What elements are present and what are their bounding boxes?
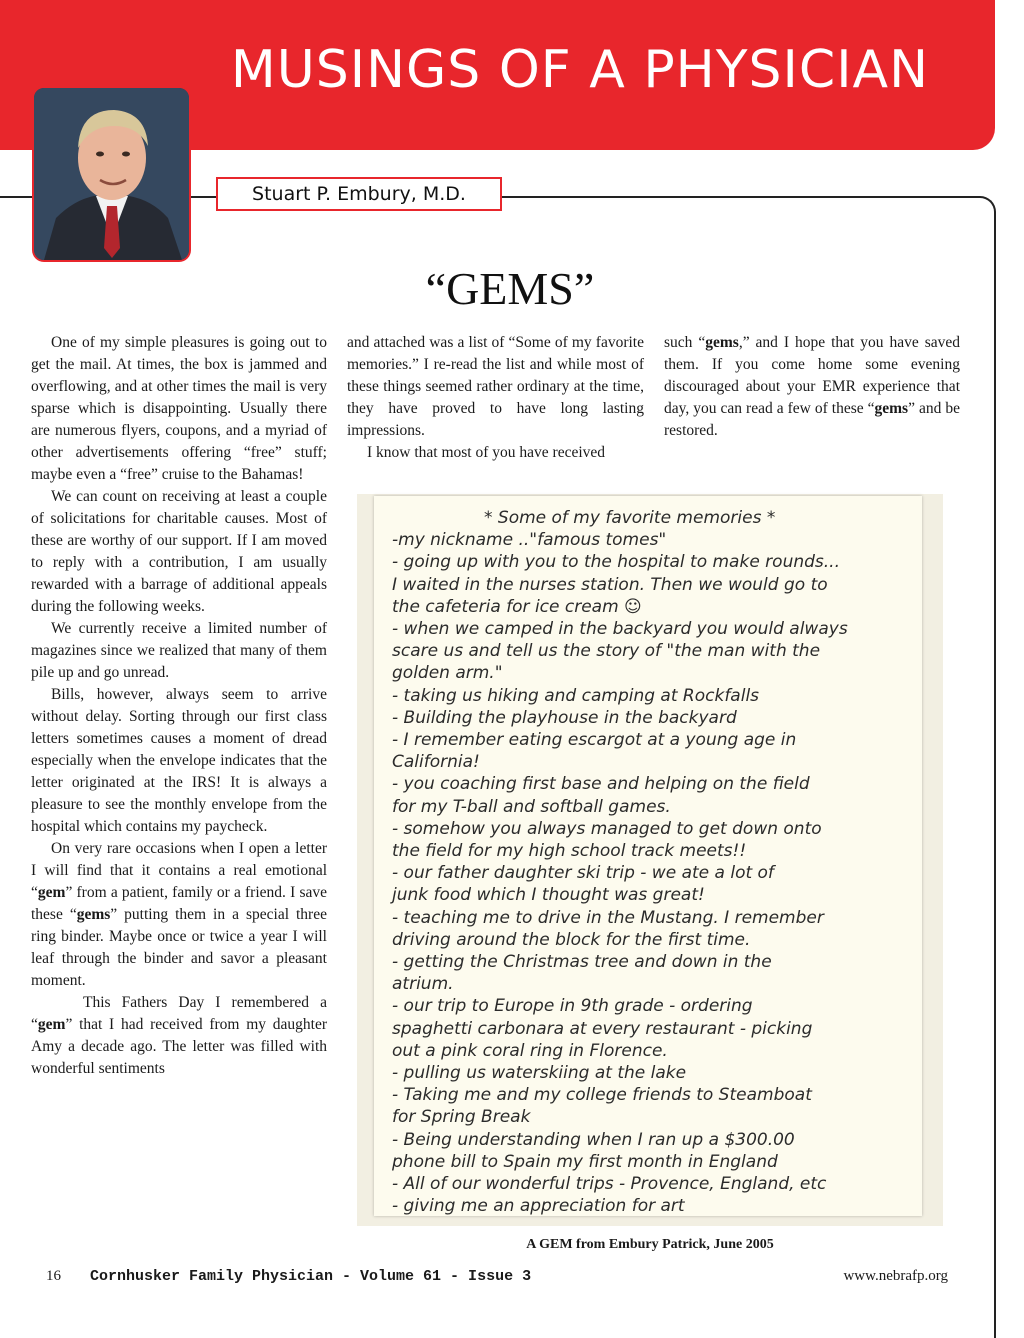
letter-line: - our father daughter ski trip - we ate a lot of xyxy=(392,863,774,884)
letter-line: -my nickname .."famous tomes" xyxy=(392,530,667,551)
letter-line: the field for my high school track meets!! xyxy=(392,841,747,861)
letter-line: for my T-ball and softball games. xyxy=(392,796,671,817)
article-column-2 xyxy=(347,332,644,464)
letter-line: - Taking me and my college friends to Steamboat xyxy=(392,1085,812,1106)
letter-line: - you coaching first base and helping on the field xyxy=(392,774,810,795)
paragraph: This Fathers Day I remembered a “gem” that I had received from my daughter Amy a decade ago. The letter was filled with wonderful sentiments xyxy=(31,994,327,1077)
figure-caption: A GEM from Embury Patrick, June 2005 xyxy=(526,1237,774,1252)
letter-line: driving around the block for the first time. xyxy=(392,929,751,950)
emphasis-gem: gem xyxy=(37,1016,66,1033)
emphasis-gem: gem xyxy=(37,884,66,901)
handwritten-letter xyxy=(374,496,922,1216)
letter-line: - teaching me to drive in the Mustang. I remember xyxy=(392,907,824,928)
article-column-3 xyxy=(664,332,960,442)
letter-line: * Some of my favorite memories * xyxy=(484,508,776,528)
website-url: www.nebrafp.org xyxy=(843,1268,948,1284)
letter-line: - taking us hiking and camping at Rockfalls xyxy=(392,685,760,706)
paragraph: I know that most of you have received xyxy=(367,444,606,461)
letter-line: phone bill to Spain my first month in England xyxy=(392,1151,778,1172)
letter-line: junk food which I thought was great! xyxy=(392,885,705,906)
author-photo xyxy=(32,86,191,262)
emphasis-gem: gems xyxy=(76,906,111,923)
publication-info: Cornhusker Family Physician - Volume 61 - Issue 3 xyxy=(90,1268,532,1285)
paragraph: and attached was a list of “Some of my favorite memories.” I re-read the list and while most of these things seemed rather ordinary at the time, they have proved to have long lasting impressions. xyxy=(347,334,644,439)
letter-line: - Being understanding when I ran up a $300.00 xyxy=(392,1129,795,1150)
letter-line: spaghetti carbonara at every restaurant - picking xyxy=(392,1018,813,1039)
paragraph: We can count on receiving at least a couple of solicitations for charitable causes. Most of these are worthy of our support. If I am moved to reply with a contribution, I am usually rewarded with a barrage of additional appeals during the following weeks. xyxy=(31,488,327,615)
letter-line: the cafeteria for ice cream ☺ xyxy=(392,596,642,617)
paragraph: We currently receive a limited number of magazines since we realized that many of them pile up and go unread. xyxy=(31,620,327,681)
emphasis-gem: gems xyxy=(705,334,739,351)
author-byline: Stuart P. Embury, M.D. xyxy=(216,177,502,211)
emphasis-gem: gems xyxy=(874,400,909,417)
letter-line: golden arm." xyxy=(392,663,503,684)
letter-line: - I remember eating escargot at a young age in xyxy=(392,730,797,750)
letter-line: - when we camped in the backyard you would always xyxy=(392,619,848,639)
letter-line: scare us and tell us the story of "the man with the xyxy=(392,641,821,662)
paragraph: Bills, however, always seem to arrive without delay. Sorting through our first class letters sometimes causes a moment of dread especially when the envelope indicates that the letter originated at the IRS! It is always a pleasure to see the monthly envelope from the hospital which contains my paycheck. xyxy=(31,686,327,835)
paragraph: On very rare occasions when I open a letter I will find that it contains a real emotional “gem” from a patient, family or a friend. I save these “gems” putting them in a special three ring binder. Maybe once or twice a year I will leaf through the binder and savor a pleasant moment. xyxy=(31,840,327,989)
article-title: “GEMS” xyxy=(425,263,595,314)
letter-line: - our trip to Europe in 9th grade - ordering xyxy=(392,996,753,1017)
letter-line: for Spring Break xyxy=(392,1107,531,1128)
letter-line: - somehow you always managed to get down onto xyxy=(392,818,822,839)
letter-line: out a pink coral ring in Florence. xyxy=(392,1040,668,1061)
letter-line: - Building the playhouse in the backyard xyxy=(392,707,737,728)
letter-line: - All of our wonderful trips - Provence, England, etc xyxy=(392,1174,827,1194)
article-column-1 xyxy=(31,332,327,1080)
letter-line: I waited in the nurses station. Then we would go to xyxy=(392,574,828,595)
letter-line: atrium. xyxy=(392,974,454,995)
letter-line: - pulling us waterskiing at the lake xyxy=(392,1063,687,1083)
section-title: MUSINGS OF A PHYSICIAN xyxy=(230,40,929,100)
letter-line: - getting the Christmas tree and down in the xyxy=(392,952,772,972)
letter-line: - going up with you to the hospital to make rounds... xyxy=(392,552,840,573)
paragraph: such “gems,” and I hope that you have saved them. If you come home some evening discouraged about your EMR experience that day, you can read a few of these “gems” and be restored. xyxy=(664,334,961,439)
letter-line: - giving me an appreciation for art xyxy=(392,1196,685,1217)
paragraph: One of my simple pleasures is going out to get the mail. At times, the box is jammed and overflowing, and at other times the mail is very sparse which is disappointing. Usually there are numerous flyers, coupons, and a myriad of other advertisements offering “free” stuff; maybe even a “free” cruise to the Bahamas! xyxy=(31,334,327,483)
letter-line: California! xyxy=(392,752,480,773)
page-number: 16 xyxy=(46,1268,61,1284)
